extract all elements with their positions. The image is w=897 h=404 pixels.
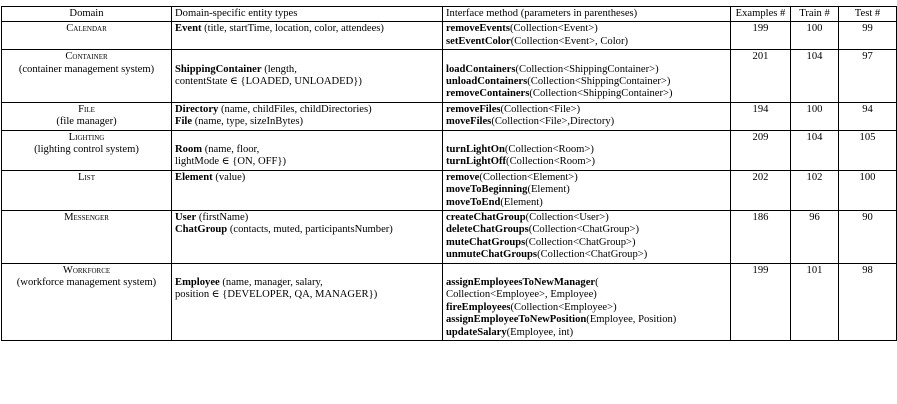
domain-name: File [78,103,95,115]
train-count: 101 [791,263,839,340]
entity-types-cell [172,263,443,340]
domain-cell [2,22,172,50]
domain-name: List [78,171,95,183]
entity-name: Element [175,171,213,183]
entity-line [175,76,439,88]
method-name: muteChatGroups [446,236,526,248]
method-name: assignEmployeesToNewManager [446,277,596,289]
table-row [2,263,897,340]
entity-params: (name, type, sizeInBytes) [192,116,303,128]
domain-name: Lighting [68,131,105,143]
test-count: 100 [839,170,897,210]
method-name: moveToEnd [446,196,501,208]
examples-count: 194 [731,102,791,130]
method-name: loadContainers [446,63,516,75]
entity-types-cell [172,130,443,170]
domain-cell [2,170,172,210]
method-params: (Collection<ChatGroup>) [528,224,640,236]
interface-methods-cell [443,22,731,50]
entity-params: (name, floor, [202,144,260,156]
method-name: moveFiles [446,116,492,128]
entity-types-cell [172,50,443,103]
train-count: 100 [791,22,839,50]
method-line [446,212,727,224]
entity-params: (title, startTime, location, color, attendees) [201,23,384,35]
entity-name: File [175,116,193,128]
train-count: 100 [791,102,839,130]
method-params: (Collection<ShippingContainer>) [529,88,673,100]
entity-name: ChatGroup [175,224,228,236]
entity-line [175,104,439,116]
entity-params: (name, childFiles, childDirectories) [218,103,372,115]
method-params: (Collection<File>,Directory) [491,116,615,128]
table-row [2,130,897,170]
entity-params: position ∈ {DEVELOPER, QA, MANAGER}) [175,289,378,301]
entity-name: Directory [175,103,219,115]
test-count: 94 [839,102,897,130]
header-interface-method: Interface method (parameters in parentheses) [443,7,731,22]
entity-line [175,64,439,76]
method-name: deleteChatGroups [446,224,529,236]
test-count: 99 [839,22,897,50]
entity-name: Event [175,23,202,35]
entity-name: User [175,212,197,224]
test-count: 105 [839,130,897,170]
method-name: unmuteChatGroups [446,249,538,261]
domain-name: Workforce [62,264,111,276]
table-row [2,102,897,130]
domain-subtitle: (workforce management system) [16,277,157,289]
method-line [446,76,727,88]
method-name: setEventColor [446,35,511,47]
entity-line [175,144,439,156]
method-line [446,172,727,184]
entity-line [175,156,439,168]
interface-methods-cell [443,263,731,340]
method-params: (Collection<Room>) [504,144,594,156]
method-params: (Collection<Event>, Color) [510,35,629,47]
method-params: (Employee, int) [506,326,574,338]
method-name: moveToBeginning [446,184,528,196]
method-params: Collection<Employee>, Employee) [446,289,597,301]
method-line [446,88,727,100]
header-train: Train # [791,7,839,22]
method-name: removeEvents [446,23,510,35]
interface-methods-cell [443,50,731,103]
method-name: updateSalary [446,326,507,338]
method-params: (Collection<ChatGroup>) [537,249,648,261]
table-body [2,22,897,341]
method-line [446,184,727,196]
header-entity-types: Domain-specific entity types [172,7,443,22]
method-name: turnLightOn [446,144,505,156]
train-count: 96 [791,211,839,264]
entity-name: Employee [175,277,220,289]
header-examples: Examples # [731,7,791,22]
method-params: (Element) [527,184,570,196]
method-line [446,116,727,128]
method-line [446,23,727,35]
entity-line [175,277,439,289]
method-name: unloadContainers [446,76,528,88]
examples-count: 199 [731,22,791,50]
entity-params: (firstName) [196,212,249,224]
method-params: (Collection<ShippingContainer>) [527,76,671,88]
method-name: assignEmployeeToNewPosition [446,314,587,326]
method-line [446,302,727,314]
method-params: (Employee, Position) [586,314,677,326]
entity-name: Room [175,144,203,156]
test-count: 98 [839,263,897,340]
method-params: ( [595,277,599,289]
domain-name: Calendar [66,23,107,35]
method-line [446,327,727,339]
domain-name: Messenger [64,212,109,224]
entity-params: contentState ∈ {LOADED, UNLOADED}) [175,76,362,88]
domain-cell [2,50,172,103]
examples-count: 201 [731,50,791,103]
entity-types-cell [172,211,443,264]
method-line [446,237,727,249]
header-test: Test # [839,7,897,22]
domain-cell [2,263,172,340]
examples-count: 199 [731,263,791,340]
header-domain: Domain [2,7,172,22]
interface-methods-cell [443,170,731,210]
table-row [2,22,897,50]
entity-types-cell [172,22,443,50]
entity-params: (name, manager, salary, [219,277,323,289]
method-line [446,314,727,326]
method-name: fireEmployees [446,301,511,313]
table-row [2,170,897,210]
method-params: (Collection<Employee>) [510,301,617,313]
test-count: 90 [839,211,897,264]
domain-cell [2,102,172,130]
entity-line [175,172,439,184]
method-params: (Collection<User>) [525,212,609,224]
entity-types-cell [172,102,443,130]
method-line [446,249,727,261]
train-count: 102 [791,170,839,210]
method-name: removeContainers [446,88,530,100]
train-count: 104 [791,130,839,170]
entity-params: (value) [212,171,246,183]
method-name: remove [446,171,480,183]
examples-count: 186 [731,211,791,264]
method-params: (Collection<File>) [500,103,581,115]
domain-name: Container [65,51,108,63]
domain-subtitle: (container management system) [18,63,155,75]
method-params: (Collection<Element>) [479,171,578,183]
entity-params: lightMode ∈ {ON, OFF}) [175,156,287,168]
entity-params: (length, [261,63,297,75]
entity-types-cell [172,170,443,210]
entity-line [175,116,439,128]
interface-methods-cell [443,130,731,170]
domain-table [1,6,897,341]
method-line [446,104,727,116]
method-line [446,197,727,209]
entity-line [175,224,439,236]
train-count: 104 [791,50,839,103]
domain-cell [2,211,172,264]
method-line [446,36,727,48]
entity-line [175,289,439,301]
method-name: turnLightOff [446,156,507,168]
method-line [446,144,727,156]
method-line [446,156,727,168]
method-params: (Collection<Event>) [509,23,598,35]
test-count: 97 [839,50,897,103]
method-params: (Collection<ChatGroup>) [525,236,636,248]
examples-count: 209 [731,130,791,170]
table-row [2,211,897,264]
entity-params: (contacts, muted, participantsNumber) [227,224,393,236]
method-params: (Element) [500,196,543,208]
entity-name: ShippingContainer [175,63,262,75]
method-line [446,224,727,236]
method-line [446,277,727,289]
header-row [2,7,897,22]
method-name: createChatGroup [446,212,526,224]
domain-subtitle: (lighting control system) [34,144,139,156]
method-params: (Collection<Room>) [506,156,596,168]
domain-cell [2,130,172,170]
domain-subtitle: (file manager) [56,116,117,128]
method-name: removeFiles [446,103,501,115]
method-line [446,64,727,76]
interface-methods-cell [443,102,731,130]
interface-methods-cell [443,211,731,264]
entity-line [175,212,439,224]
method-params: (Collection<ShippingContainer>) [515,63,659,75]
method-line [446,289,727,301]
table-row [2,50,897,103]
examples-count: 202 [731,170,791,210]
entity-line [175,23,439,35]
